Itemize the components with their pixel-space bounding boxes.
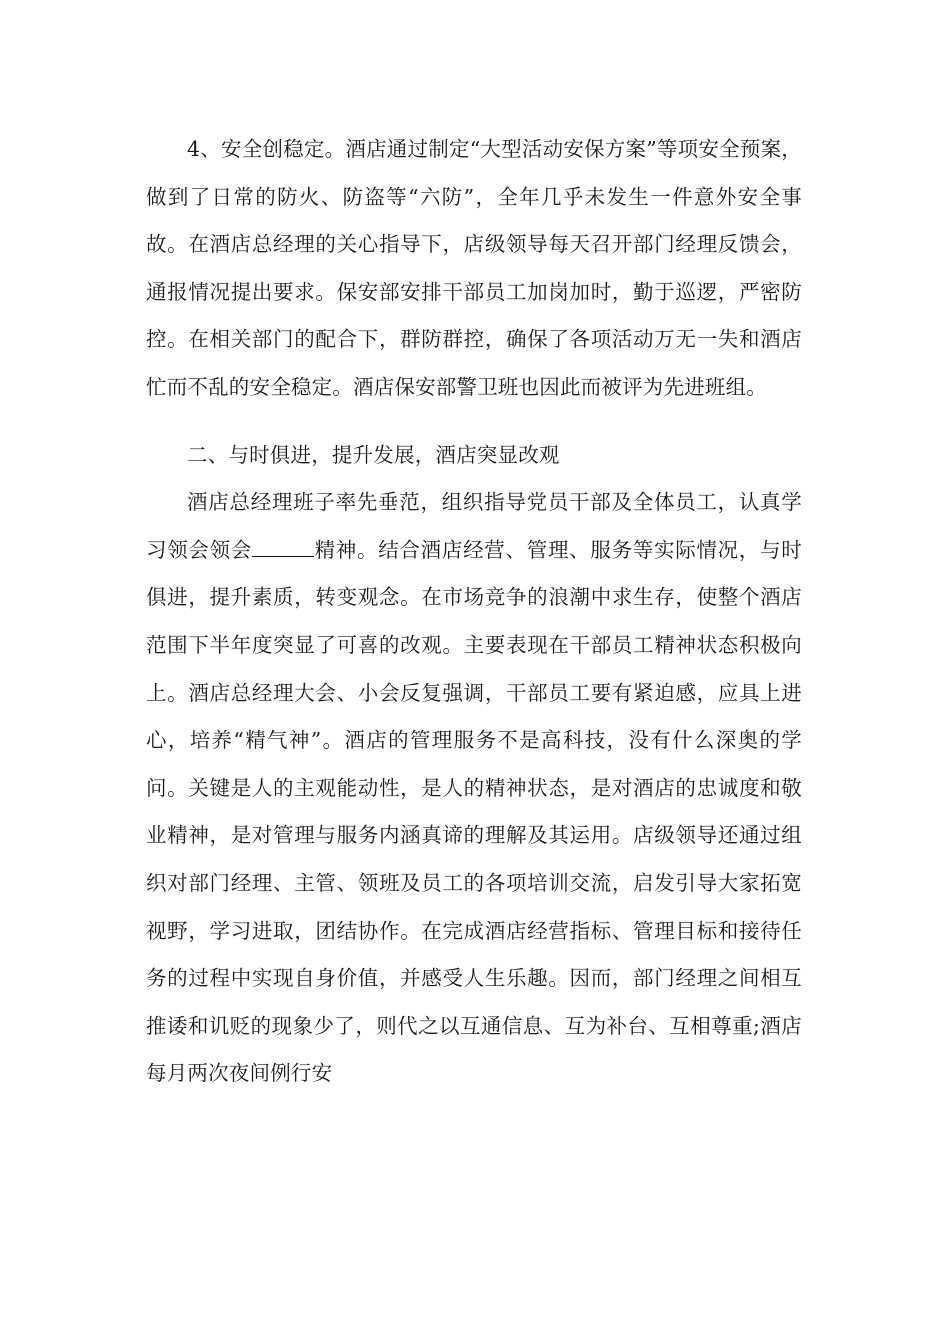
paragraph-progress-start: 酒店总经理班子率先垂范，组织指导党员干部及全体员工，认真学习领会领会 (146, 490, 802, 562)
paragraph-progress (146, 479, 802, 1098)
paragraph-safety: 4、安全创稳定。酒店通过制定“大型活动安保方案”等项安全预案，做到了日常的防火、防盗等“六防”，全年几乎未发生一件意外安全事故。在酒店总经理的关心指导下，店级领导每天召开部门经理反馈会，通报情况提出要求。保安部安排干部员工加岗加时，勤于巡逻，严密防控。在相关部门的配合下，群防群控，确保了各项活动万无一失和酒店忙而不乱的安全稳定。酒店保安部警卫班也因此而被评为先进班组。 (146, 137, 802, 399)
section-heading: 二、与时俱进，提升发展，酒店突显改观 (187, 442, 560, 467)
paragraph-progress-rest: 精神。结合酒店经营、管理、服务等实际情况，与时俱进，提升素质，转变观念。在市场竞争的浪潮中求生存，使整个酒店范围下半年度突显了可喜的改观。主要表现在干部员工精神状态积极向上。酒店总经理大会、小会反复强调，干部员工要有紧迫感，应具上进心，培养“精气神”。酒店的管理服务不是高科技，没有什么深奥的学问。关键是人的主观能动性，是人的精神状态，是对酒店的忠诚度和敬业精神，是对管理与服务内涵真谛的理解及其运用。店级领导还通过组织对部门经理、主管、领班及员工的各项培训交流，启发引导大家拓宽视野，学习进取，团结协作。在完成酒店经营指标、管理目标和接待任务的过程中实现自身价值，并感受人生乐趣。因而，部门经理之间相互推诿和讥贬的现象少了，则代之以互通信息、互为补台、互相尊重;酒店每月两次夜间例行安 (146, 537, 802, 1086)
document-page (146, 126, 802, 1098)
blank-underline (252, 538, 314, 557)
